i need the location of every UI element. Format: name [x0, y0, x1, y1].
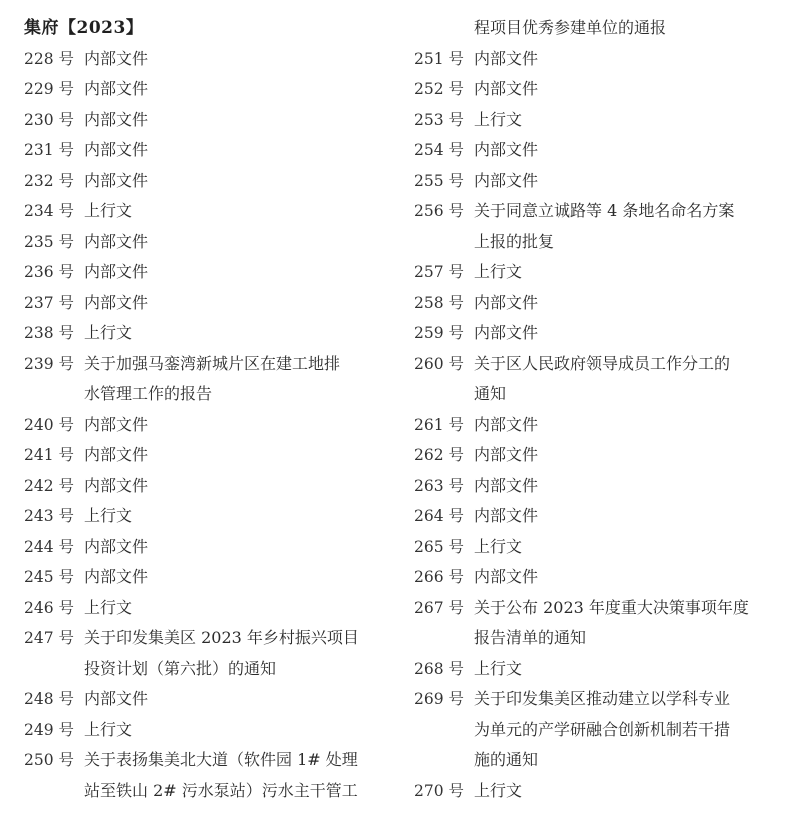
document-title [474, 593, 774, 654]
document-title [84, 318, 396, 349]
document-title-line: 关于印发集美区推动建立以学科专业 [474, 689, 731, 708]
document-number: 240 号 [24, 415, 75, 434]
document-title [84, 410, 396, 441]
document-entry [414, 44, 774, 75]
document-title [474, 562, 774, 593]
document-title-line: 内部文件 [84, 445, 149, 464]
document-entry [414, 593, 774, 654]
document-title [474, 135, 774, 166]
document-title-line: 内部文件 [474, 140, 539, 159]
document-number: 257 号 [414, 263, 465, 281]
document-entry [24, 166, 396, 197]
document-entry [414, 440, 774, 471]
document-title [84, 166, 396, 197]
document-title [474, 501, 774, 532]
document-title-line: 内部文件 [474, 292, 539, 312]
document-title [84, 593, 396, 624]
document-title-line: 内部文件 [474, 79, 539, 98]
document-entry [24, 227, 396, 258]
document-title-line: 内部文件 [84, 475, 149, 495]
document-entry [414, 318, 774, 349]
document-title [474, 105, 774, 136]
document-number: 268 号 [414, 659, 465, 678]
document-entry [24, 593, 396, 624]
document-title [474, 318, 774, 349]
document-number: 246 号 [24, 598, 75, 617]
document-title-line: 内部文件 [84, 292, 149, 312]
document-title-line: 站至铁山 2# 污水泵站）污水主干管工 [84, 780, 358, 800]
document-number: 263 号 [414, 476, 465, 495]
document-number: 261 号 [414, 415, 465, 434]
document-title [474, 654, 774, 685]
document-number: 264 号 [414, 507, 465, 525]
document-number: 256 号 [414, 202, 465, 220]
document-title-line: 内部文件 [84, 536, 149, 556]
document-number: 234 号 [24, 202, 75, 220]
document-title-line: 关于公布 2023 年度重大决策事项年度 [474, 597, 749, 617]
document-number: 251 号 [414, 49, 465, 68]
document-number: 258 号 [414, 293, 465, 312]
document-entry [414, 105, 774, 136]
document-entry [414, 410, 774, 441]
document-title-line: 关于加强马銮湾新城片区在建工地排 [84, 353, 341, 373]
document-number: 254 号 [414, 141, 465, 159]
document-title-line: 报告清单的通知 [474, 628, 587, 647]
document-number: 255 号 [414, 171, 465, 190]
document-title-line: 上行文 [84, 506, 133, 525]
document-entry [24, 471, 396, 502]
document-number: 267 号 [414, 598, 465, 617]
document-entry [24, 74, 396, 105]
document-title [474, 196, 774, 257]
document-title-line: 内部文件 [474, 567, 539, 586]
document-entry [24, 440, 396, 471]
document-title-line: 上行文 [84, 719, 133, 739]
document-title [474, 288, 774, 319]
document-number: 245 号 [24, 568, 75, 586]
document-number: 239 号 [24, 354, 75, 373]
document-number: 249 号 [24, 720, 75, 739]
document-number: 243 号 [24, 507, 75, 525]
document-title-line: 内部文件 [84, 109, 149, 129]
document-title [84, 440, 396, 471]
document-number: 232 号 [24, 171, 75, 190]
document-number: 242 号 [24, 476, 75, 495]
document-title-line: 内部文件 [474, 414, 539, 434]
document-entry [24, 257, 396, 288]
document-title-line: 内部文件 [84, 262, 149, 281]
document-title-line: 上报的批复 [474, 231, 555, 251]
document-entry [414, 471, 774, 502]
document-entry [24, 623, 396, 684]
document-title [474, 410, 774, 441]
document-title-line: 内部文件 [474, 475, 539, 495]
document-title-line: 内部文件 [474, 506, 539, 525]
document-title [474, 166, 774, 197]
document-title [474, 471, 774, 502]
document-entry [24, 715, 396, 746]
document-title [84, 532, 396, 563]
document-title-line: 内部文件 [84, 567, 149, 586]
right-entry-list [414, 44, 774, 807]
document-title [84, 74, 396, 105]
document-title-line: 内部文件 [84, 414, 149, 434]
document-title-line: 内部文件 [84, 689, 149, 708]
document-title-line: 关于区人民政府领导成员工作分工的 [474, 353, 731, 373]
document-title [84, 349, 396, 410]
document-entry [24, 135, 396, 166]
document-title-line: 通知 [474, 384, 507, 403]
document-title [84, 684, 396, 715]
document-entry [414, 74, 774, 105]
document-title-line: 内部文件 [474, 170, 539, 190]
document-title-line: 内部文件 [84, 140, 149, 159]
document-entry [414, 776, 774, 807]
document-number: 236 号 [24, 263, 75, 281]
document-entry [24, 44, 396, 75]
document-title-line: 关于同意立诚路等 4 条地名命名方案 [474, 201, 735, 220]
document-title-line: 内部文件 [84, 170, 149, 190]
document-number: 269 号 [414, 690, 465, 708]
document-title-line: 内部文件 [474, 445, 539, 464]
document-title-line: 上行文 [474, 262, 523, 281]
document-title [84, 44, 396, 75]
document-entry [414, 562, 774, 593]
document-title [474, 257, 774, 288]
document-entry [24, 410, 396, 441]
document-title-line: 内部文件 [474, 323, 539, 342]
document-number: 230 号 [24, 110, 75, 129]
document-title-line: 内部文件 [84, 79, 149, 98]
document-title-line: 上行文 [84, 323, 133, 342]
document-entry [414, 654, 774, 685]
document-number: 265 号 [414, 537, 465, 556]
document-title-line: 关于印发集美区 2023 年乡村振兴项目 [84, 628, 359, 647]
continuation-line: 程项目优秀参建单位的通报 [474, 18, 667, 37]
document-number: 244 号 [24, 537, 75, 556]
document-entry [414, 196, 774, 257]
document-entry [414, 257, 774, 288]
document-entry [24, 501, 396, 532]
document-title-line: 内部文件 [474, 48, 539, 68]
left-column [24, 13, 396, 806]
right-column [414, 13, 774, 806]
document-entry [24, 105, 396, 136]
document-title-line: 上行文 [474, 536, 523, 556]
document-title [474, 349, 774, 410]
document-number: 247 号 [24, 629, 75, 647]
document-number: 260 号 [414, 354, 465, 373]
document-entry [414, 166, 774, 197]
document-number: 248 号 [24, 690, 75, 708]
document-title [84, 623, 396, 684]
document-number: 266 号 [414, 568, 465, 586]
document-title [474, 532, 774, 563]
document-entry [414, 349, 774, 410]
document-entry [24, 562, 396, 593]
document-entry [414, 501, 774, 532]
document-title [84, 471, 396, 502]
document-title [84, 135, 396, 166]
document-title-line: 水管理工作的报告 [84, 384, 213, 403]
document-title [84, 288, 396, 319]
document-title [474, 440, 774, 471]
document-entry [24, 745, 396, 806]
document-number: 235 号 [24, 232, 75, 251]
document-number: 231 号 [24, 141, 75, 159]
document-title-line: 关于表扬集美北大道（软件园 1# 处理 [84, 750, 358, 769]
document-title [84, 501, 396, 532]
document-title [84, 257, 396, 288]
document-entry [24, 532, 396, 563]
document-title-line: 内部文件 [84, 48, 149, 68]
document-entry [414, 135, 774, 166]
document-number: 229 号 [24, 80, 75, 98]
document-entry [24, 288, 396, 319]
document-title-line: 投资计划（第六批）的通知 [84, 658, 277, 678]
document-title [474, 44, 774, 75]
document-title [474, 684, 774, 776]
section-heading: 集府【2023】 [24, 18, 144, 38]
document-title-line: 施的通知 [474, 750, 539, 769]
document-title-line: 为单元的产学研融合创新机制若干措 [474, 719, 731, 739]
document-title-line: 上行文 [84, 201, 133, 220]
document-number: 252 号 [414, 80, 465, 98]
document-title [84, 196, 396, 227]
document-title [474, 776, 774, 807]
document-number: 259 号 [414, 324, 465, 342]
document-entry [24, 196, 396, 227]
document-title-line: 上行文 [474, 109, 523, 129]
document-entry [24, 684, 396, 715]
document-number: 262 号 [414, 446, 465, 464]
document-entry [24, 349, 396, 410]
document-title [84, 745, 396, 806]
document-title [474, 74, 774, 105]
document-number: 253 号 [414, 110, 465, 129]
document-entry [24, 318, 396, 349]
document-title-line: 内部文件 [84, 231, 149, 251]
document-title-line: 上行文 [474, 658, 523, 678]
left-entry-list [24, 44, 396, 807]
document-title [84, 227, 396, 258]
document-title [84, 562, 396, 593]
document-title-line: 上行文 [474, 780, 523, 800]
document-number: 238 号 [24, 324, 75, 342]
document-number: 241 号 [24, 446, 75, 464]
document-number: 270 号 [414, 781, 465, 800]
document-number: 228 号 [24, 49, 75, 68]
document-entry [414, 288, 774, 319]
document-title [84, 105, 396, 136]
document-entry [414, 532, 774, 563]
document-title-line: 上行文 [84, 597, 133, 617]
document-entry [414, 684, 774, 776]
document-number: 237 号 [24, 293, 75, 312]
document-number: 250 号 [24, 751, 75, 769]
document-title [84, 715, 396, 746]
